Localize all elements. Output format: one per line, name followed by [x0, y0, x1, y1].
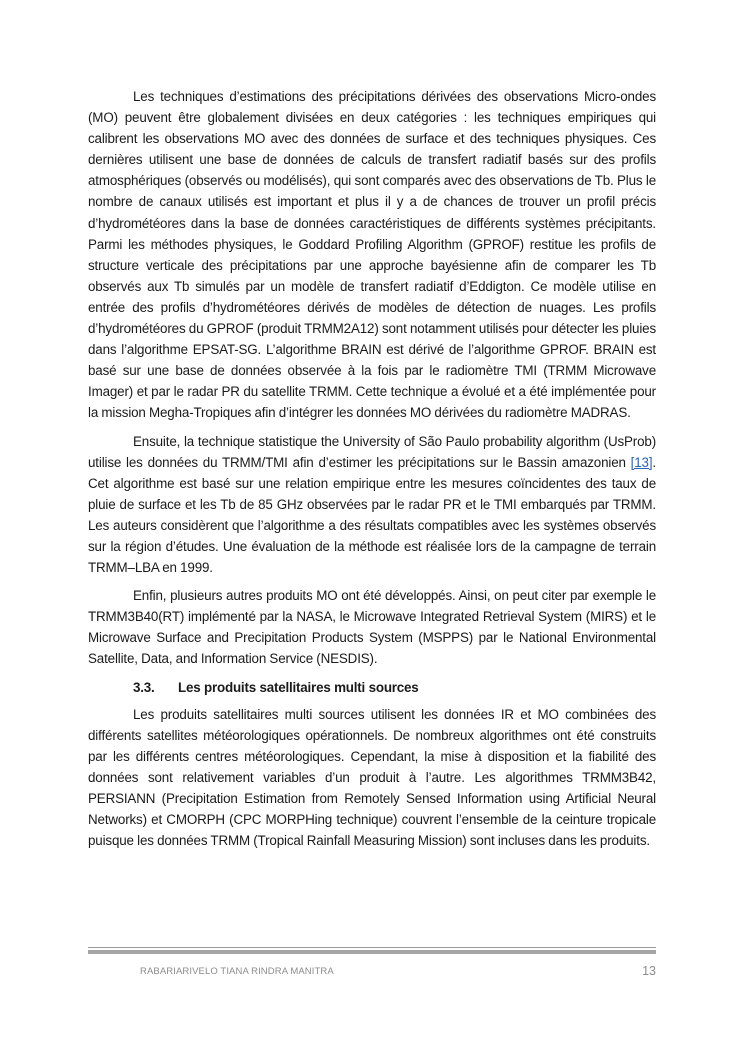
section-title: Les produits satellitaires multi sources [178, 679, 419, 695]
reference-link[interactable]: [13] [630, 454, 653, 470]
paragraph-text: Ensuite, la technique statistique the University of São Paulo probability algorithm (UsProb) utilise les données du TRMM/TMI afin d’estimer les précipitations sur le Bassin amazonien [88, 433, 656, 470]
footer-divider-thin [88, 947, 656, 948]
document-page [88, 86, 656, 858]
section-heading [88, 677, 656, 698]
footer-author: RABARIARIVELO TIANA RINDRA MANITRA [140, 966, 334, 977]
footer-divider-thick [88, 950, 656, 954]
page-number: 13 [642, 964, 656, 978]
paragraph-other-products: Enfin, plusieurs autres produits MO ont été développés. Ainsi, on peut citer par exemple le TRMM3B40(RT) implémenté par la NASA, le Microwave Integrated Retrieval System (MIRS) et le Microwave Surface and Precipitation Products System (MSPPS) par le National Environmental Satellite, Data, and Information Service (NESDIS). [88, 588, 656, 667]
section-number: 3.3. [133, 679, 155, 695]
paragraph-microwave-techniques: Les techniques d’estimations des précipitations dérivées des observations Micro-ondes (MO) peuvent être globalement divisées en deux catégories : les techniques empiriques qui calibrent les observations MO avec des données de surface et des techniques physiques. Ces dernières utilisent une base de données de calculs de transfert radiatif basés sur des profils atmosphériques (observés ou modélisés), qui sont comparés avec des observations de Tb. Plus le nombre de canaux utilisés est important et plus il y a de chances de trouver un profil précis d’hydrométéores dans la base de données caractéristiques de différents systèmes précipitants. Parmi les méthodes physiques, le Goddard Profiling Algorithm (GPROF) restitue les profils de structure verticale des précipitations par une approche bayésienne afin de comparer les Tb observés aux Tb simulés par un modèle de transfert radiatif d’Eddigton. Ce modèle utilise en entrée des profils d’hydrométéores dérivés de modèles de détection de nuages. Les profils d’hydrométéores du GPROF (produit TRMM2A12) sont notamment utilisés pour détecter les pluies dans l’algorithme EPSAT-SG. L’algorithme BRAIN est dérivé de l’algorithme GPROF. BRAIN est basé sur une base de données observée à la fois par le radiomètre TMI (TRMM Microwave Imager) et par le radar PR du satellite TRMM. Cette technique a évolué et a été implémentée pour la mission Megha-Tropiques afin d’intégrer les données MO dérivées du radiomètre MADRAS. [88, 89, 656, 421]
footer-divider [88, 947, 656, 955]
paragraph-text: . Cet algorithme est basé sur une relation empirique entre les mesures coïncidentes des taux de pluie de surface et les Tb de 85 GHz observées par le radar PR et le TMI embarqués par TRMM. Les auteurs considèrent que l’algorithme a des résultats compatibles avec les systèmes observés sur la région d’études. Une évaluation de la méthode est réalisée lors de la campagne de terrain TRMM–LBA en 1999. [88, 454, 656, 576]
paragraph-usprob [88, 431, 656, 579]
paragraph-multi-source: Les produits satellitaires multi sources utilisent les données IR et MO combinées des différents satellites météorologiques opérationnels. De nombreux algorithmes ont été construits par les différents centres météorologiques. Cependant, la mise à disposition et la fiabilité des données sont relativement variables d’un produit à l’autre. Les algorithmes TRMM3B42, PERSIANN (Precipitation Estimation from Remotely Sensed Information using Artificial Neural Networks) et CMORPH (CPC MORPHing technique) couvrent l’ensemble de la ceinture tropicale puisque les données TRMM (Tropical Rainfall Measuring Mission) sont incluses dans les produits. [88, 706, 656, 849]
